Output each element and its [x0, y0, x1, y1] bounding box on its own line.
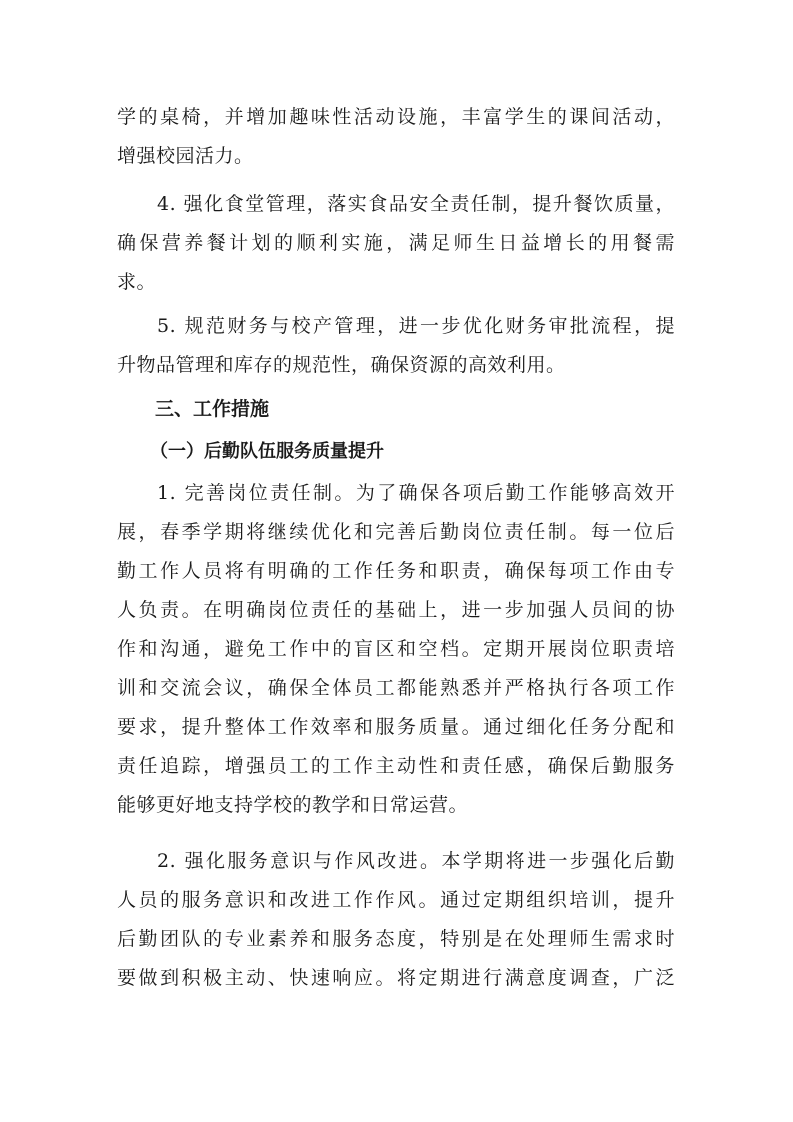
paragraph-line: 学的桌椅，并增加趣味性活动设施，丰富学生的课间活动， [117, 106, 675, 128]
paragraph-line: 要做到积极主动、快速响应。将定期进行满意度调查，广泛 [117, 967, 675, 989]
list-item-4-line: 4. 强化食堂管理，落实食品安全责任制，提升餐饮质量， [157, 193, 675, 215]
subsection-heading: （一）后勤队伍服务质量提升 [150, 441, 384, 462]
paragraph-line: 后勤团队的专业素养和服务态度，特别是在处理师生需求时 [117, 928, 675, 950]
paragraph-line: 人负责。在明确岗位责任的基础上，进一步加强人员间的协 [117, 599, 675, 621]
paragraph-line: 求。 [117, 271, 157, 293]
measure-2-line: 2. 强化服务意识与作风改进。本学期将进一步强化后勤 [157, 850, 675, 872]
paragraph-line: 升物品管理和库存的规范性，确保资源的高效利用。 [117, 354, 566, 376]
paragraph-line: 要求，提升整体工作效率和服务质量。通过细化任务分配和 [117, 716, 675, 738]
paragraph-line: 责任追踪，增强员工的工作主动性和责任感，确保后勤服务 [117, 755, 675, 777]
paragraph-line: 训和交流会议，确保全体员工都能熟悉并严格执行各项工作 [117, 677, 675, 699]
measure-1-line: 1. 完善岗位责任制。为了确保各项后勤工作能够高效开 [157, 482, 675, 504]
paragraph-line: 能够更好地支持学校的教学和日常运营。 [117, 794, 469, 816]
paragraph-line: 勤工作人员将有明确的工作任务和职责，确保每项工作由专 [117, 560, 675, 582]
paragraph-line: 作和沟通，避免工作中的盲区和空档。定期开展岗位职责培 [117, 638, 675, 660]
paragraph-line: 展，春季学期将继续优化和完善后勤岗位责任制。每一位后 [117, 521, 675, 543]
section-heading: 三、工作措施 [155, 398, 270, 420]
paragraph-line: 确保营养餐计划的顺利实施，满足师生日益增长的用餐需 [117, 232, 675, 254]
list-item-5-line: 5. 规范财务与校产管理，进一步优化财务审批流程，提 [157, 315, 675, 337]
paragraph-line: 增强校园活力。 [117, 145, 254, 167]
paragraph-line: 人员的服务意识和改进工作作风。通过定期组织培训，提升 [117, 889, 675, 911]
